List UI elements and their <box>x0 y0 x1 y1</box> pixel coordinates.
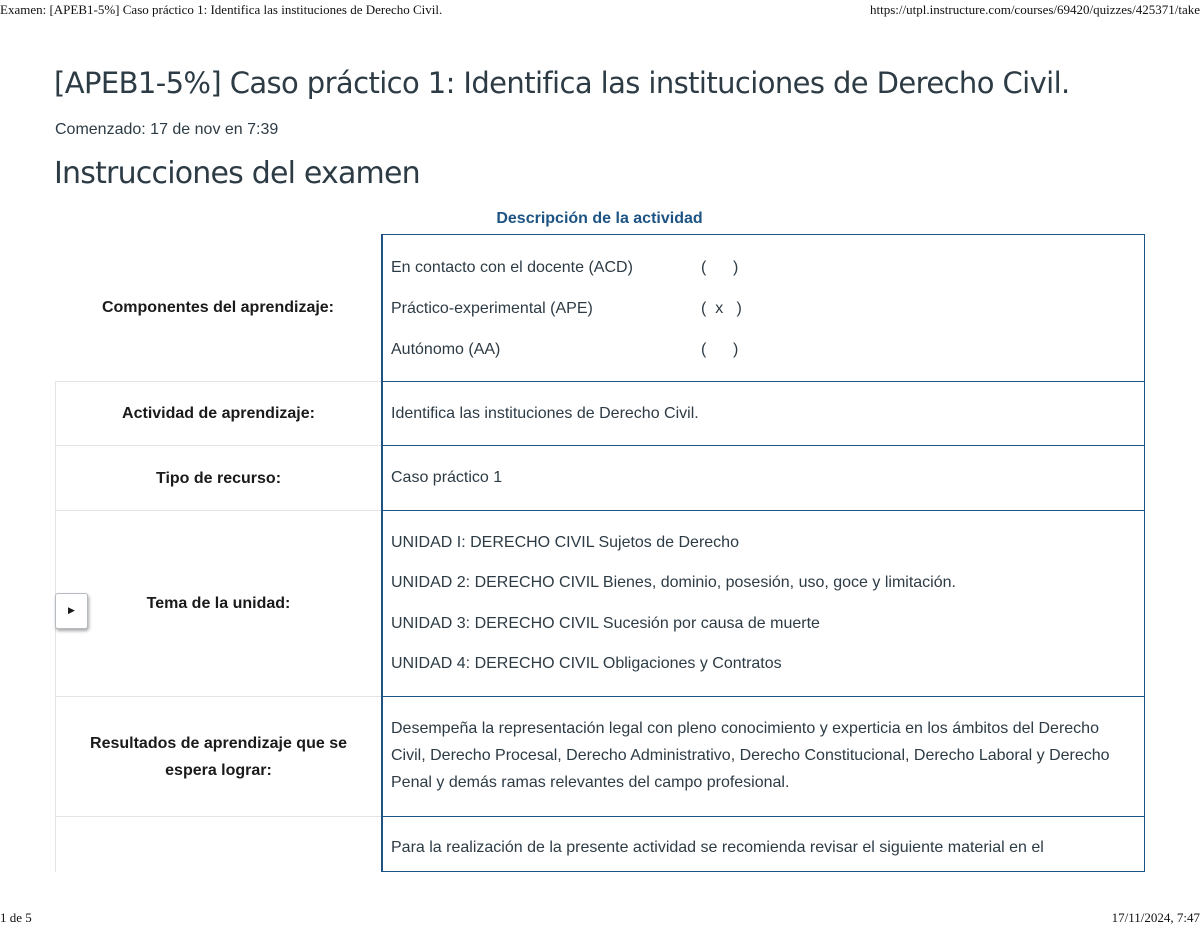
components-label: Componentes del aprendizaje: <box>101 299 335 316</box>
print-footer <box>0 908 1200 926</box>
outcomes-value: Desempeña la representación legal con pleno conocimiento y experticia en los ámbitos del Derecho Civil, Derecho Procesal, Derecho Administrativo, Derecho Constitucional, Derecho Laboral y Derecho Penal y demás ramas relevantes del campo profesional. <box>391 720 1110 791</box>
play-triangle-icon: ▶ <box>68 606 75 616</box>
table-caption: Descripción de la actividad <box>496 210 703 227</box>
unit-item-2: UNIDAD 2: DERECHO CIVIL Bienes, dominio, posesión, uso, goce y limitación. <box>391 574 956 591</box>
unit-item-1: UNIDAD I: DERECHO CIVIL Sujetos de Derecho <box>391 534 739 551</box>
activity-value-cell <box>381 381 1145 445</box>
resource-value: Caso práctico 1 <box>391 469 503 486</box>
table-row-units <box>55 510 1145 696</box>
expand-toggle-button[interactable] <box>55 593 88 629</box>
table-row-resource <box>55 445 1145 510</box>
component-mark-ape: ( x ) <box>701 300 742 317</box>
materials-value-cell <box>381 816 1145 872</box>
component-item-acd: En contacto con el docente (ACD) <box>391 259 633 276</box>
component-item-aa: Autónomo (AA) <box>391 341 501 358</box>
component-mark-aa: ( ) <box>701 341 739 358</box>
activity-description-table <box>55 234 1145 874</box>
activity-value: Identifica las instituciones de Derecho Civil. <box>391 405 699 422</box>
table-row-outcomes <box>55 696 1145 816</box>
table-row-components <box>55 234 1145 381</box>
unit-item-3: UNIDAD 3: DERECHO CIVIL Sucesión por causa de muerte <box>391 615 820 632</box>
instructions-heading: Instrucciones del examen <box>54 156 420 191</box>
page-title: [APEB1-5%] Caso práctico 1: Identifica las instituciones de Derecho Civil. <box>54 66 1070 100</box>
units-value-cell <box>381 510 1145 696</box>
quiz-started-time: Comenzado: 17 de nov en 7:39 <box>55 121 279 138</box>
print-datetime: 17/11/2024, 7:47 <box>1111 910 1200 925</box>
components-value <box>381 234 1145 381</box>
component-item-ape: Práctico-experimental (APE) <box>391 300 593 317</box>
print-header-url: https://utpl.instructure.com/courses/69420/quizzes/425371/take <box>870 2 1200 17</box>
resource-value-cell <box>381 445 1145 510</box>
units-label: Tema de la unidad: <box>55 510 381 696</box>
page-count: 1 de 5 <box>0 910 32 925</box>
print-header <box>0 0 1200 20</box>
outcomes-value-cell <box>381 696 1145 816</box>
materials-value: Para la realización de la presente actividad se recomienda revisar el siguiente material en el <box>391 839 1044 856</box>
outcomes-label: Resultados de aprendizaje que se espera lograr: <box>55 696 381 816</box>
table-row-materials <box>55 816 1145 872</box>
table-row-activity <box>55 381 1145 445</box>
component-mark-acd: ( ) <box>701 259 739 276</box>
activity-label: Actividad de aprendizaje: <box>55 381 381 445</box>
unit-item-4: UNIDAD 4: DERECHO CIVIL Obligaciones y Contratos <box>391 655 782 672</box>
print-header-title: Examen: [APEB1-5%] Caso práctico 1: Identifica las instituciones de Derecho Civil. <box>0 2 443 17</box>
materials-label <box>55 816 381 872</box>
resource-label: Tipo de recurso: <box>55 445 381 510</box>
